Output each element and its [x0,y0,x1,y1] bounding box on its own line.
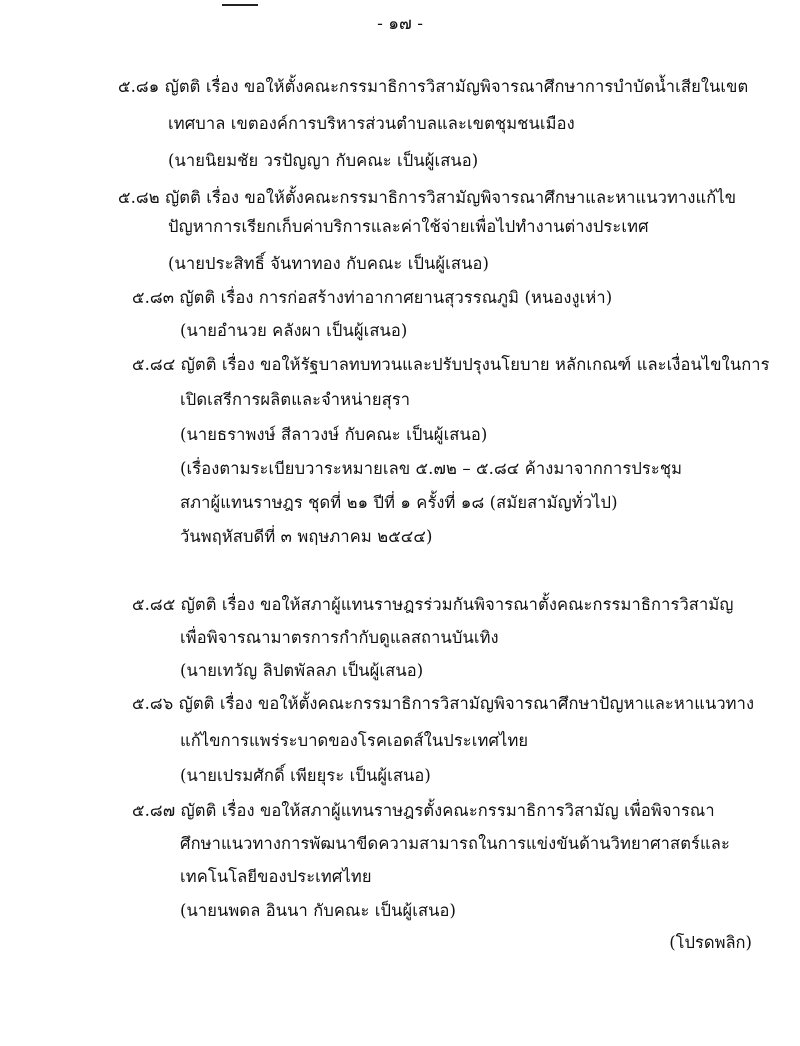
item-5-87-heading [132,800,715,822]
item-title: ญัตติ เรื่อง การก่อสร้างท่าอากาศยานสุวรรณภูมิ (หนองงูเห่า) [179,288,613,307]
item-5-85-proposer: (นายเทวัญ ลิปตพัลลภ เป็นผู้เสนอ) [180,661,424,680]
item-5-84-heading [132,354,770,376]
item-5-82-line-1: ปัญหาการเรียกเก็บค่าบริการและค่าใช้จ่ายเพื่อไปทำงานต่างประเทศ [168,217,649,236]
item-number: ๕.๘๒ [118,188,160,207]
item-5-82-heading [118,187,736,209]
scan-mark [222,4,258,6]
item-5-87-line-2: เทคโนโลยีของประเทศไทย [180,867,372,886]
item-title: ญัตติ เรื่อง ขอให้ตั้งคณะกรรมาธิการวิสามัญพิจารณาศึกษาและหาแนวทางแก้ไข [165,188,737,207]
item-5-82-proposer: (นายประสิทธิ์ จันทาทอง กับคณะ เป็นผู้เสนอ) [168,254,490,273]
item-5-81-heading [118,76,748,98]
item-5-85-line-1: เพื่อพิจารณามาตรการกำกับดูแลสถานบันเทิง [180,628,499,647]
item-5-84-note-3: วันพฤหัสบดีที่ ๓ พฤษภาคม ๒๕๔๔) [180,527,433,546]
item-number: ๕.๘๔ [132,355,176,374]
item-number: ๕.๘๗ [132,801,176,820]
item-5-81-proposer: (นายนิยมชัย วรปัญญา กับคณะ เป็นผู้เสนอ) [168,151,479,170]
item-number: ๕.๘๑ [118,77,160,96]
item-5-84-proposer: (นายธราพงษ์ สีลาวงษ์ กับคณะ เป็นผู้เสนอ) [180,425,488,444]
page-number: - ๑๗ - [377,14,423,34]
item-title: ญัตติ เรื่อง ขอให้สภาผู้แทนราษฎรร่วมกันพิจารณาตั้งคณะกรรมาธิการวิสามัญ [180,595,734,614]
item-number: ๕.๘๖ [132,694,174,713]
item-5-85-heading [132,594,733,616]
item-5-87-proposer: (นายนพดล อินนา กับคณะ เป็นผู้เสนอ) [180,901,457,920]
item-5-87-line-1: ศึกษาแนวทางการพัฒนาขีดความสามารถในการแข่งขันด้านวิทยาศาสตร์และ [180,834,730,853]
item-5-83-proposer: (นายอำนวย คลังผา เป็นผู้เสนอ) [180,321,408,340]
item-5-83-heading [132,287,612,309]
item-title: ญัตติ เรื่อง ขอให้รัฐบาลทบทวนและปรับปรุงนโยบาย หลักเกณฑ์ และเงื่อนไขในการ [180,355,770,374]
item-5-86-proposer: (นายเปรมศักดิ์ เพียยุระ เป็นผู้เสนอ) [180,766,431,785]
item-title: ญัตติ เรื่อง ขอให้ตั้งคณะกรรมาธิการวิสามัญพิจารณาศึกษาปัญหาและหาแนวทาง [178,694,755,713]
item-5-84-note-1: (เรื่องตามระเบียบวาระหมายเลข ๕.๗๒ – ๕.๘๔ ค้างมาจากการประชุม [180,459,683,478]
item-title: ญัตติ เรื่อง ขอให้ตั้งคณะกรรมาธิการวิสามัญพิจารณาศึกษาการบำบัดน้ำเสียในเขต [164,77,749,96]
item-number: ๕.๘๕ [132,595,176,614]
item-5-86-heading [132,693,754,715]
item-5-84-note-2: สภาผู้แทนราษฎร ชุดที่ ๒๑ ปีที่ ๑ ครั้งที่ ๑๘ (สมัยสามัญทั่วไป) [180,493,618,512]
item-5-81-line-1: เทศบาล เขตองค์การบริหารส่วนตำบลและเขตชุมชนเมือง [168,114,575,133]
item-number: ๕.๘๓ [132,288,175,307]
turn-page-note: (โปรดพลิก) [669,933,752,952]
item-5-84-line-1: เปิดเสรีการผลิตและจำหน่ายสุรา [180,390,411,409]
item-title: ญัตติ เรื่อง ขอให้สภาผู้แทนราษฎรตั้งคณะกรรมาธิการวิสามัญ เพื่อพิจารณา [180,801,715,820]
item-5-86-line-1: แก้ไขการแพร่ระบาดของโรคเอดส์ในประเทศไทย [180,731,529,750]
